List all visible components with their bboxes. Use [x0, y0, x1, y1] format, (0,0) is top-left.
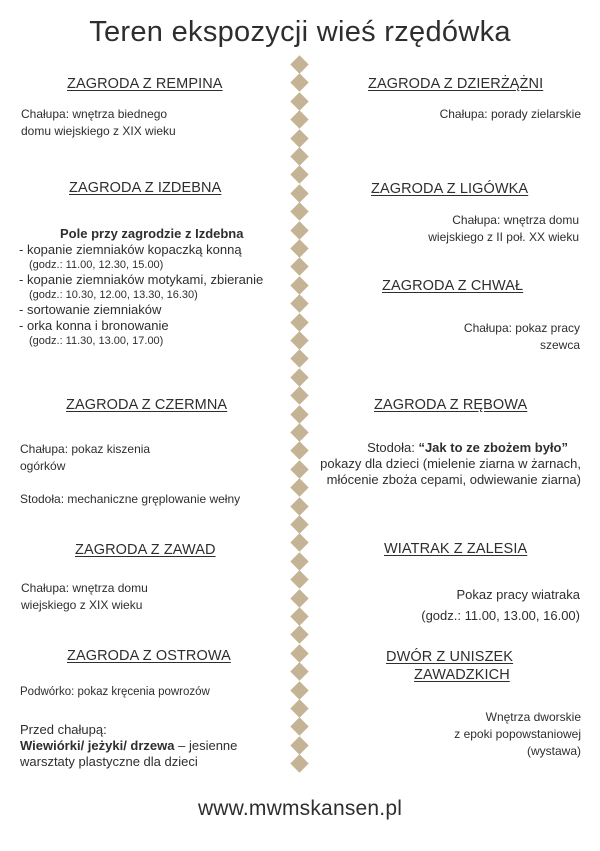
- text-line: - kopanie ziemniaków motykami, zbieranie: [19, 272, 264, 287]
- divider-diamond: [290, 442, 308, 460]
- divider-diamond: [290, 699, 308, 717]
- heading-zagroda-ligowko: ZAGRODA Z LIGÓWKA: [371, 181, 529, 197]
- text-line: pokazy dla dzieci (mielenie ziarna w żarnach,: [320, 456, 581, 471]
- divider-diamond: [290, 718, 308, 736]
- heading-zagroda-izdebno: ZAGRODA Z IZDEBNA: [69, 180, 222, 196]
- text-line: - sortowanie ziemniaków: [19, 302, 162, 317]
- heading-dwor-uniszki: [386, 648, 513, 684]
- divider-diamond: [290, 423, 308, 441]
- divider-diamond: [290, 184, 308, 202]
- heading-zagroda-rempin: ZAGRODA Z REMPINA: [67, 76, 223, 92]
- divider-diamond: [290, 478, 308, 496]
- text-line: [20, 738, 290, 754]
- divider-diamond: [290, 681, 308, 699]
- text-line: (wystawa): [526, 744, 581, 758]
- czermno-description: [20, 441, 240, 508]
- divider-diamond: [290, 258, 308, 276]
- divider-diamond: [290, 239, 308, 257]
- text-line: Chałupa: wnętrza domu: [452, 213, 579, 227]
- chwal-description: [464, 320, 580, 354]
- text-line: - kopanie ziemniaków kopaczką konną: [19, 242, 242, 257]
- text-line: wiejskiego z XIX wieku: [21, 598, 143, 612]
- divider-diamond: [290, 754, 308, 772]
- text-line: młócenie zboża cepami, odwiewanie ziarna): [326, 472, 581, 487]
- text-line: Przed chałupą:: [20, 722, 107, 737]
- divider-diamond: [290, 129, 308, 147]
- divider-diamond: [290, 644, 308, 662]
- text-line: Chałupa: wnętrza domu: [21, 581, 148, 595]
- hours-line: (godz.: 11.30, 13.00, 17.00): [29, 335, 164, 347]
- text-line: Chałupa: pokaz kiszenia: [20, 442, 151, 456]
- heading-line: ZAWADZKICH: [414, 667, 510, 683]
- divider-diamond: [290, 294, 308, 312]
- text-line: ogórków: [20, 459, 66, 473]
- divider-diamond: [290, 74, 308, 92]
- hours-line: (godz.: 11.00, 12.30, 15.00): [29, 259, 164, 271]
- text-line: szewca: [539, 338, 580, 352]
- zawady-description: [21, 580, 148, 614]
- heading-zagroda-ostrow: ZAGRODA Z OSTROWA: [67, 648, 231, 664]
- text-line: Chałupa: pokaz pracy: [463, 321, 580, 335]
- divider-diamond: [290, 92, 308, 110]
- wiatrak-description: [421, 584, 580, 626]
- text-line: Chałupa: wnętrza biednego: [21, 107, 168, 121]
- divider-diamond: [290, 221, 308, 239]
- divider-diamond: [290, 147, 308, 165]
- divider-diamond: [290, 662, 308, 680]
- text-line: z epoki popowstaniowej: [454, 727, 581, 741]
- divider-diamond: [290, 534, 308, 552]
- text-line: - orka konna i bronowanie: [19, 318, 169, 333]
- text-line: wiejskiego z II poł. XX wieku: [428, 230, 579, 244]
- izdebno-subtitle: Pole przy zagrodzie z Izdebna: [60, 226, 244, 241]
- divider-diamond: [290, 405, 308, 423]
- divider-diamond: [290, 515, 308, 533]
- divider-diamond: [290, 626, 308, 644]
- text: – jesienne: [174, 738, 238, 753]
- divider-diamond: [290, 386, 308, 404]
- text-line: warsztaty plastyczne dla dzieci: [20, 754, 198, 769]
- text: Stodoła:: [367, 440, 419, 455]
- bold-text: “Jak to ze zbożem było”: [418, 440, 568, 455]
- heading-zagroda-chwal: ZAGRODA Z CHWAŁ: [382, 278, 524, 294]
- divider-diamond: [290, 331, 308, 349]
- izdebno-description: [19, 226, 289, 348]
- ostrow-podworko: Podwórko: pokaz kręcenia powrozów: [20, 686, 210, 698]
- divider-diamond: [290, 607, 308, 625]
- hours-line: (godz.: 10.30, 12.00, 13.30, 16.30): [29, 289, 198, 301]
- divider-diamond: [290, 202, 308, 220]
- divider-diamond: [290, 497, 308, 515]
- heading-zagroda-czermno: ZAGRODA Z CZERMNA: [66, 397, 228, 413]
- text-line: [320, 440, 581, 456]
- dzierzazno-description: Chałupa: porady zielarskie: [439, 107, 581, 121]
- heading-zagroda-zawady: ZAGRODA Z ZAWAD: [75, 542, 216, 558]
- divider-diamond: [290, 276, 308, 294]
- divider-diamond: [290, 110, 308, 128]
- rebowo-description: [320, 440, 581, 488]
- text-line: (godz.: 11.00, 13.00, 16.00): [421, 608, 580, 623]
- divider-diamond: [290, 552, 308, 570]
- heading-wiatrak-zalesie: WIATRAK Z ZALESIA: [384, 541, 528, 557]
- divider-diamond: [290, 55, 308, 73]
- ostrow-description: [20, 722, 290, 770]
- heading-line: DWÓR Z UNISZEK: [386, 649, 514, 665]
- text-line: domu wiejskiego z XIX wieku: [21, 124, 176, 138]
- divider-diamond: [290, 460, 308, 478]
- divider-diamond: [290, 166, 308, 184]
- heading-zagroda-rebowo: ZAGRODA Z RĘBOWA: [374, 397, 528, 413]
- heading-zagroda-dzierzazno: ZAGRODA Z DZIERŻĄŻNI: [368, 76, 544, 92]
- page-title: Teren ekspozycji wieś rzędówka: [89, 16, 511, 48]
- divider-diamond: [290, 350, 308, 368]
- diamond-divider: [289, 58, 311, 776]
- divider-diamond: [290, 313, 308, 331]
- dwor-description: [454, 709, 581, 760]
- divider-diamond: [290, 570, 308, 588]
- text-line: Stodoła: mechaniczne gręplowanie wełny: [20, 492, 241, 506]
- divider-diamond: [290, 589, 308, 607]
- website-url: www.mwmskansen.pl: [197, 797, 403, 820]
- ligowko-description: [428, 212, 579, 246]
- rempin-description: [21, 106, 176, 140]
- divider-diamond: [290, 368, 308, 386]
- text-line: Wnętrza dworskie: [485, 710, 581, 724]
- divider-diamond: [290, 736, 308, 754]
- bold-text: Wiewiórki/ jeżyki/ drzewa: [20, 738, 175, 753]
- text-line: Pokaz pracy wiatraka: [456, 587, 580, 602]
